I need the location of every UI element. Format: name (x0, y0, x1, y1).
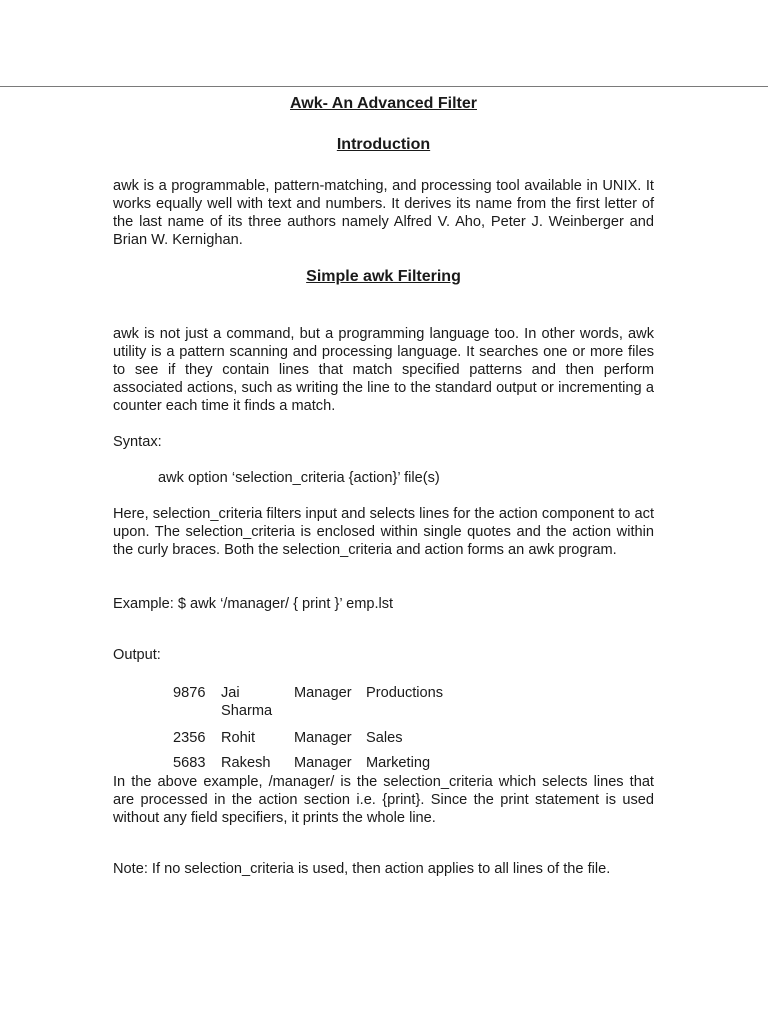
intro-heading: Introduction (336, 136, 431, 153)
output-id: 2356 (173, 730, 206, 746)
output-role: Manager (294, 730, 352, 746)
output-name: Rakesh (221, 755, 271, 771)
syntax-command: awk option ‘selection_criteria {action}’ file(s) (158, 470, 440, 486)
output-table (166, 684, 473, 772)
after-paragraph: In the above example, /manager/ is the selection_criteria which selects lines that are processed in the action section i.e. {print}. Since the print statement is used without any field specifiers, it prints the whole line. (113, 774, 654, 826)
output-dept: Sales (366, 730, 403, 746)
output-dept: Marketing (366, 755, 431, 771)
output-name: Rohit (221, 730, 256, 746)
document-title: Awk- An Advanced Filter (290, 95, 477, 112)
filter-heading: Simple awk Filtering (306, 268, 461, 285)
note-line: Note: If no selection_criteria is used, then action applies to all lines of the file. (113, 861, 611, 877)
example-line: Example: $ awk ‘/manager/ { print }’ emp.lst (113, 596, 394, 612)
syntax-label: Syntax: (113, 434, 162, 450)
filter-paragraph: awk is not just a command, but a programming language too. In other words, awk utility is a pattern scanning and processing language. It searches one or more files to see if they contain lines that match specified patterns and then perform associated actions, such as writing the line to the standard output or incrementing a counter each time it finds a match. (113, 326, 654, 414)
output-role: Manager (294, 685, 352, 701)
intro-paragraph: awk is a programmable, pattern-matching, and processing tool available in UNIX. It works equally well with text and numbers. It derives its name from the first letter of the last name of its three authors namely Alfred V. Aho, Peter J. Weinberger and Brian W. Kernighan. (113, 178, 654, 248)
output-dept: Productions (366, 685, 444, 701)
table-row (166, 747, 473, 772)
explain-paragraph: Here, selection_criteria filters input and selects lines for the action component to act upon. The selection_criteria is enclosed within single quotes and the action within the curly braces. Both the selection_criteria and action forms an awk program. (113, 506, 654, 558)
output-id: 5683 (173, 755, 206, 771)
output-name: Jai Sharma (221, 685, 273, 719)
page-top-rule (0, 86, 768, 87)
table-row (166, 684, 473, 720)
table-row (166, 720, 473, 747)
output-id: 9876 (173, 685, 206, 701)
output-role: Manager (294, 755, 352, 771)
output-label: Output: (113, 647, 161, 663)
